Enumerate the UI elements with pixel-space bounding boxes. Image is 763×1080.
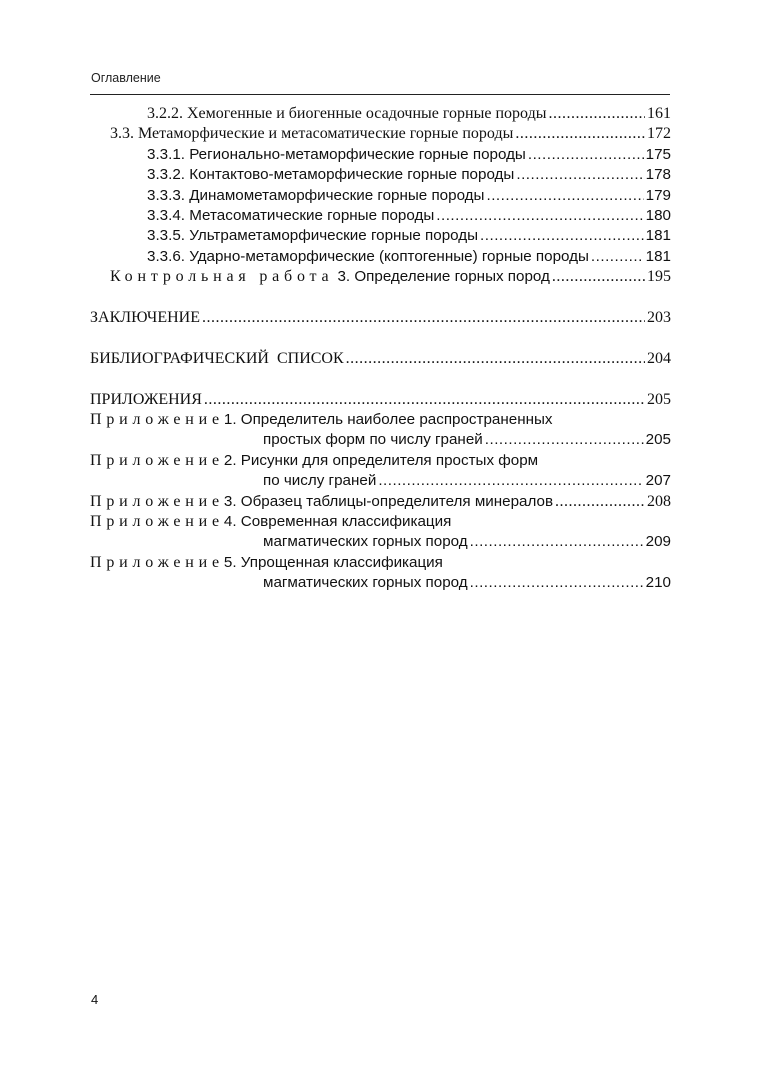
toc-entry-page: 195 [647, 268, 671, 286]
appendix-title-line2: магматических горных пород [263, 533, 468, 551]
appendix-title-line1: 3. Образец таблицы-определителя минералов [223, 492, 554, 510]
toc-entry-3-3[interactable] [90, 124, 671, 144]
dot-leader [555, 492, 645, 512]
appendix-title-line2: по числу граней [263, 472, 377, 490]
toc-entry-appendix-1[interactable] [90, 410, 671, 451]
dot-leader [346, 349, 645, 369]
toc-entry-label [110, 267, 550, 287]
dot-leader [470, 532, 644, 552]
toc-entry-label: ЗАКЛЮЧЕНИЕ [90, 309, 200, 327]
dot-leader [436, 206, 643, 226]
toc-entry-page: 210 [645, 574, 671, 592]
page-number: 4 [91, 992, 99, 1007]
running-header: Оглавление [91, 71, 161, 85]
dot-leader [480, 226, 644, 246]
toc-entry-control-work-3[interactable] [90, 267, 671, 287]
dot-leader [202, 308, 645, 328]
toc-entry-page: 179 [645, 186, 671, 204]
dot-leader [378, 471, 643, 491]
appendix-title-line1: 1. Определитель наиболее распространенных [223, 411, 553, 429]
toc-entry-label: ПРИЛОЖЕНИЯ [90, 390, 202, 408]
toc-entry-label: 3.3.6. Ударно-метаморфические (коптогенные) горные породы [147, 247, 589, 265]
toc-entry-page: 205 [645, 431, 671, 449]
dot-leader [548, 104, 645, 124]
toc-entry-3-3-5[interactable] [90, 226, 671, 246]
appendix-title-line2: простых форм по числу граней [263, 431, 483, 449]
toc-entry-page: 175 [645, 145, 671, 163]
toc-entry-page: 209 [645, 533, 671, 551]
appendix-prefix: Приложение [90, 451, 224, 469]
dot-leader [485, 430, 644, 450]
toc-entry-page: 207 [645, 472, 671, 490]
toc-entry-page: 178 [645, 166, 671, 184]
toc-entry-label: 3.3.5. Ультраметаморфические горные породы [147, 227, 479, 245]
header-rule [90, 94, 670, 95]
appendix-prefix: Приложение [90, 411, 224, 429]
dot-leader [516, 165, 643, 185]
toc-entry-3-3-4[interactable] [90, 206, 671, 226]
appendix-prefix: Приложение [90, 513, 224, 531]
dot-leader [552, 267, 645, 287]
dot-leader [528, 145, 644, 165]
toc-entry-label: 3.3.4. Метасоматические горные породы [147, 207, 435, 225]
toc-entry-page: 180 [645, 207, 671, 225]
toc-entry-appendix-2[interactable] [90, 451, 671, 492]
toc-entry-appendix-4[interactable] [90, 512, 671, 553]
appendix-title-line1: 2. Рисунки для определителя простых форм [223, 451, 539, 469]
toc-entry-page: 208 [647, 492, 671, 510]
toc-entry-label: 3.3.2. Контактово-метаморфические горные породы [147, 166, 515, 184]
toc-entry-page: 172 [647, 125, 671, 143]
toc-entry-page: 203 [647, 309, 671, 327]
toc-entry-3-3-6[interactable] [90, 247, 671, 267]
toc-entry-page: 204 [647, 349, 671, 367]
toc-entry-label: 3.3.1. Регионально-метаморфические горные породы [147, 145, 526, 163]
table-of-contents [90, 104, 671, 594]
toc-entry-appendices[interactable] [90, 390, 671, 410]
toc-entry-appendix-3[interactable] [90, 492, 671, 512]
dot-leader [515, 124, 645, 144]
toc-entry-3-3-1[interactable] [90, 145, 671, 165]
toc-entry-label: 3.2.2. Хемогенные и биогенные осадочные горные породы [147, 105, 547, 122]
toc-entry-3-3-3[interactable] [90, 186, 671, 206]
toc-entry-conclusion[interactable] [90, 308, 671, 328]
toc-entry-page: 181 [645, 247, 671, 265]
toc-entry-label: БИБЛИОГРАФИЧЕСКИЙ СПИСОК [90, 349, 344, 367]
control-work-title: 3. Определение горных пород [337, 268, 550, 286]
dot-leader [204, 390, 645, 410]
toc-entry-appendix-5[interactable] [90, 553, 671, 594]
control-work-prefix: Контрольная работа [110, 268, 334, 286]
appendix-title-line2: магматических горных пород [263, 574, 468, 592]
toc-entry-page: 205 [647, 390, 671, 408]
toc-entry-page: 181 [645, 227, 671, 245]
toc-entry-label: 3.3. Метаморфические и метасоматические горные породы [110, 125, 514, 143]
toc-entry-bibliography[interactable] [90, 349, 671, 369]
appendix-prefix: Приложение [90, 492, 224, 510]
toc-entry-page: 161 [647, 105, 671, 122]
toc-entry-label: 3.3.3. Динамометаморфические горные породы [147, 186, 485, 204]
dot-leader [470, 573, 644, 593]
dot-leader [486, 186, 643, 206]
appendix-prefix: Приложение [90, 553, 224, 571]
appendix-title-line1: 4. Современная классификация [223, 513, 452, 531]
dot-leader [591, 247, 644, 267]
appendix-title-line1: 5. Упрощенная классификация [223, 553, 443, 571]
toc-entry-3-3-2[interactable] [90, 165, 671, 185]
toc-entry-3-2-2[interactable] [90, 104, 671, 124]
